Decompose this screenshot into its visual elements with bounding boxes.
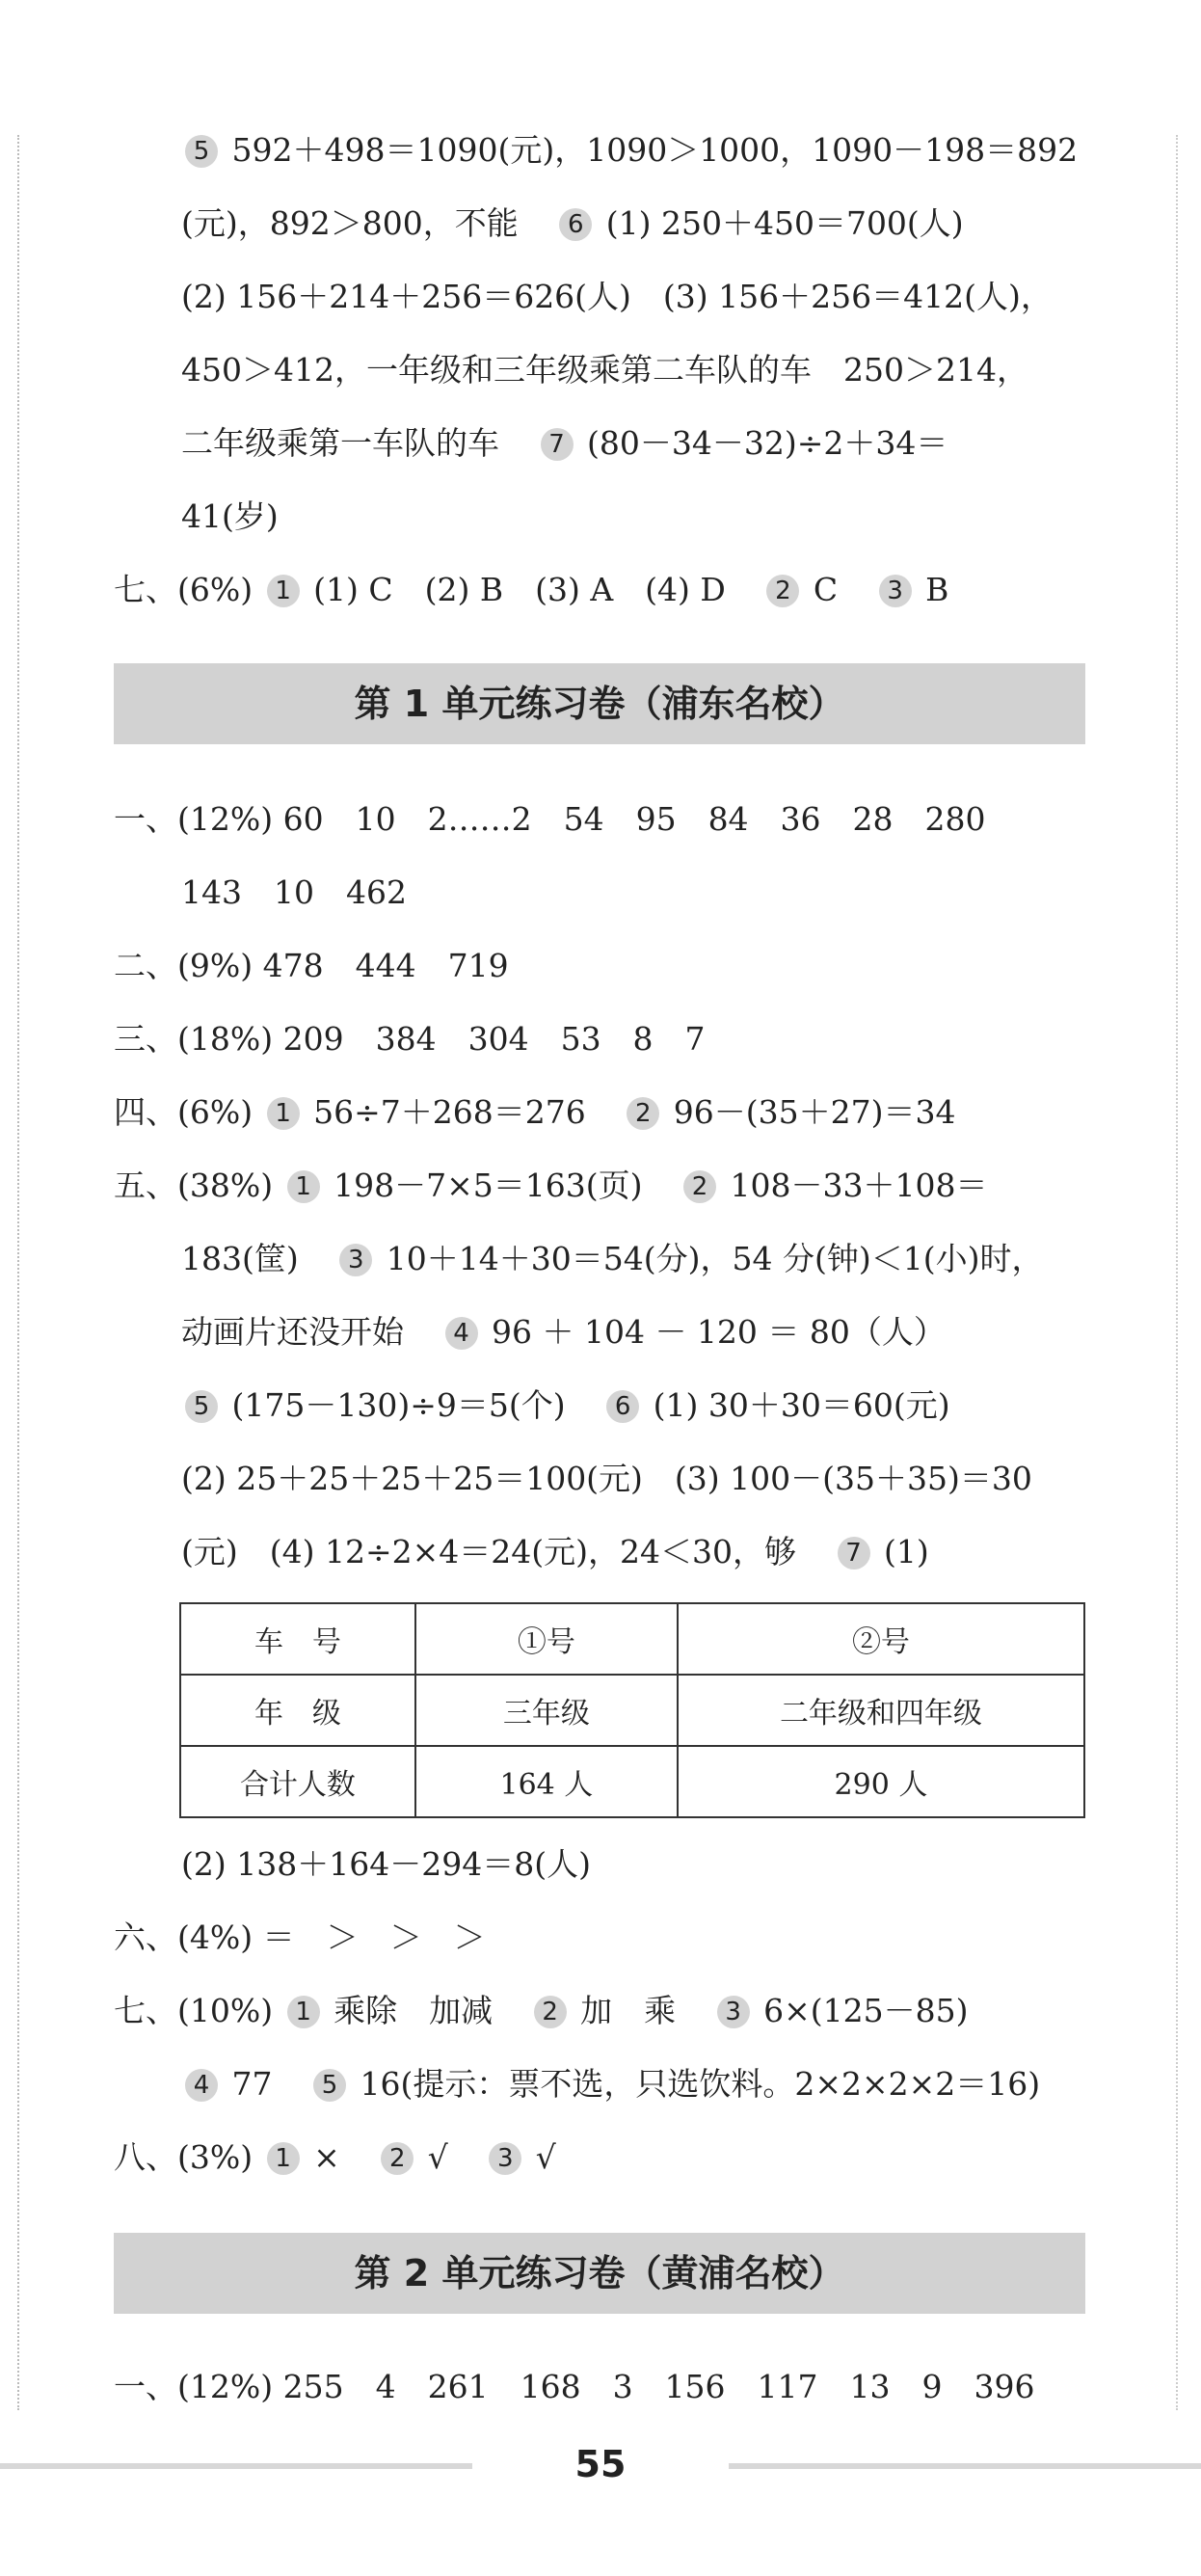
answer-text: (元)，892＞800，不能 (181, 204, 519, 242)
section-title: 第 2 单元练习卷（黄浦名校） (114, 2233, 1085, 2314)
answer-text: 16(提示：票不选，只选饮料。2×2×2×2＝16) (360, 2065, 1041, 2103)
answer-text: 198－7×5＝163(页) (334, 1167, 643, 1204)
answer-text: (2) 138＋164－294＝8(人) (181, 1845, 591, 1883)
question-label: 一、(12%) (114, 800, 274, 838)
answer-text: 143 10 462 (181, 873, 407, 911)
answer-text: 478 444 719 (262, 947, 509, 984)
table-cell: 三年级 (415, 1675, 678, 1746)
section-title: 第 1 单元练习卷（浦东名校） (114, 663, 1085, 744)
answer-line (114, 1091, 955, 1134)
item-number-badge: 4 (185, 2069, 218, 2102)
table-row (180, 1675, 1084, 1746)
answer-line (114, 2366, 1035, 2408)
footer-rule-right (729, 2463, 1201, 2469)
item-number-badge: 2 (766, 575, 799, 607)
table-cell: 164 人 (415, 1746, 678, 1817)
answer-text: (175－130)÷9＝5(个) (231, 1386, 566, 1424)
answer-text: 56÷7＋268＝276 (313, 1093, 586, 1131)
table-cell: 二年级和四年级 (678, 1675, 1084, 1746)
answer-text: 动画片还没开始 (181, 1313, 404, 1351)
answer-text: B (925, 571, 949, 608)
question-label: 七、(6%) (114, 571, 254, 608)
answer-text: 96 ＋ 104 － 120 ＝ 80（人） (492, 1313, 946, 1351)
answer-text: 加 乘 (580, 1992, 677, 2029)
page-number: 55 (574, 2443, 627, 2485)
answer-text: 41(岁) (181, 497, 279, 535)
answer-line (181, 276, 1053, 318)
answer-text: 6×(125－85) (763, 1992, 969, 2029)
item-number-badge: 5 (185, 1390, 218, 1423)
table-cell: ①号 (415, 1603, 678, 1675)
answer-text: ＝ ＞ ＞ ＞ (262, 1919, 486, 1956)
answer-line (181, 422, 947, 465)
footer-rule-left (0, 2463, 472, 2469)
answer-line (114, 2136, 556, 2179)
table-row (180, 1746, 1084, 1817)
answer-text: (1) 250＋450＝700(人) (605, 204, 964, 242)
item-number-badge: 1 (287, 1996, 320, 2028)
item-number-badge: 3 (339, 1244, 372, 1276)
answer-text: C (813, 571, 839, 608)
question-label: 五、(38%) (114, 1167, 274, 1204)
table-cell: 290 人 (678, 1746, 1084, 1817)
answer-text: × (313, 2138, 340, 2176)
question-label: 一、(12%) (114, 2368, 274, 2405)
table-row (180, 1603, 1084, 1675)
answer-line (114, 945, 509, 987)
answer-text: 96－(35＋27)＝34 (673, 1093, 956, 1131)
answer-line (181, 349, 1028, 391)
item-number-badge: 2 (627, 1097, 659, 1130)
question-label: 七、(10%) (114, 1992, 274, 2029)
answer-line (181, 129, 1078, 172)
answer-line (181, 1311, 946, 1354)
answer-line (181, 202, 964, 245)
answer-text: 60 10 2……2 54 95 84 36 28 280 (282, 800, 986, 838)
question-label: 三、(18%) (114, 1020, 274, 1058)
answer-line (181, 496, 279, 538)
answer-line (181, 1843, 591, 1886)
item-number-badge: 5 (313, 2069, 346, 2102)
answer-text: √ (535, 2138, 556, 2176)
answer-line (181, 1531, 929, 1573)
question-label: 八、(3%) (114, 2138, 254, 2176)
left-dotted-border (17, 135, 19, 2410)
answer-line (181, 1384, 950, 1427)
right-dotted-border (1176, 135, 1178, 2410)
item-number-badge: 2 (534, 1996, 567, 2028)
answer-line (181, 872, 407, 914)
answer-text: 77 (231, 2065, 273, 2103)
bus-assignment-table (179, 1602, 1085, 1818)
answer-line (114, 1917, 486, 1959)
answer-text: (1) C (2) B (3) A (4) D (313, 571, 726, 608)
answer-text: 二年级乘第一车队的车 (181, 424, 499, 462)
answer-text: 乘除 加减 (334, 1992, 494, 2029)
answer-text: 450＞412，一年级和三年级乘第二车队的车 250＞214， (181, 351, 1028, 389)
answer-text: 209 384 304 53 8 7 (282, 1020, 706, 1058)
item-number-badge: 1 (267, 1097, 300, 1130)
answer-line (114, 569, 948, 611)
answer-text: (2) 156＋214＋256＝626(人) (3) 156＋256＝412(人)， (181, 278, 1053, 315)
item-number-badge: 6 (559, 208, 592, 241)
item-number-badge: 3 (717, 1996, 750, 2028)
question-label: 二、(9%) (114, 947, 254, 984)
answer-text: (80－34－32)÷2＋34＝ (587, 424, 948, 462)
answer-text: 592＋498＝1090(元)，1090＞1000，1090－198＝892 (231, 131, 1079, 169)
item-number-badge: 7 (838, 1537, 870, 1570)
answer-text: 255 4 261 168 3 156 117 13 9 396 (282, 2368, 1035, 2405)
question-label: 四、(6%) (114, 1093, 254, 1131)
answer-line (114, 1165, 987, 1207)
answer-text: (元) (4) 12÷2×4＝24(元)，24＜30，够 (181, 1533, 796, 1570)
item-number-badge: 3 (879, 575, 912, 607)
table-cell: 合计人数 (180, 1746, 415, 1817)
answer-line (181, 2063, 1040, 2106)
item-number-badge: 4 (445, 1317, 478, 1350)
item-number-badge: 2 (381, 2142, 414, 2175)
answer-text: (2) 25＋25＋25＋25＝100(元) (3) 100－(35＋35)＝30 (181, 1460, 1032, 1497)
question-label: 六、(4%) (114, 1919, 254, 1956)
item-number-badge: 5 (185, 135, 218, 168)
answer-text: 183(筐) (181, 1240, 299, 1277)
table-cell: 车 号 (180, 1603, 415, 1675)
table-cell: 年 级 (180, 1675, 415, 1746)
answer-text: √ (427, 2138, 448, 2176)
answer-line (181, 1458, 1032, 1500)
item-number-badge: 6 (606, 1390, 639, 1423)
answer-line (114, 798, 986, 841)
item-number-badge: 3 (489, 2142, 521, 2175)
item-number-badge: 2 (683, 1170, 716, 1203)
item-number-badge: 1 (267, 2142, 300, 2175)
table-cell: ②号 (678, 1603, 1084, 1675)
item-number-badge: 1 (267, 575, 300, 607)
answer-line (114, 1990, 968, 2032)
answer-text: (1) 30＋30＝60(元) (653, 1386, 950, 1424)
answer-line (181, 1238, 1043, 1280)
answer-text: 108－33＋108＝ (730, 1167, 988, 1204)
item-number-badge: 1 (287, 1170, 320, 1203)
item-number-badge: 7 (541, 428, 574, 461)
answer-text: (1) (884, 1533, 929, 1570)
answer-line (114, 1018, 706, 1060)
answer-text: 10＋14＋30＝54(分)，54 分(钟)＜1(小)时， (386, 1240, 1044, 1277)
